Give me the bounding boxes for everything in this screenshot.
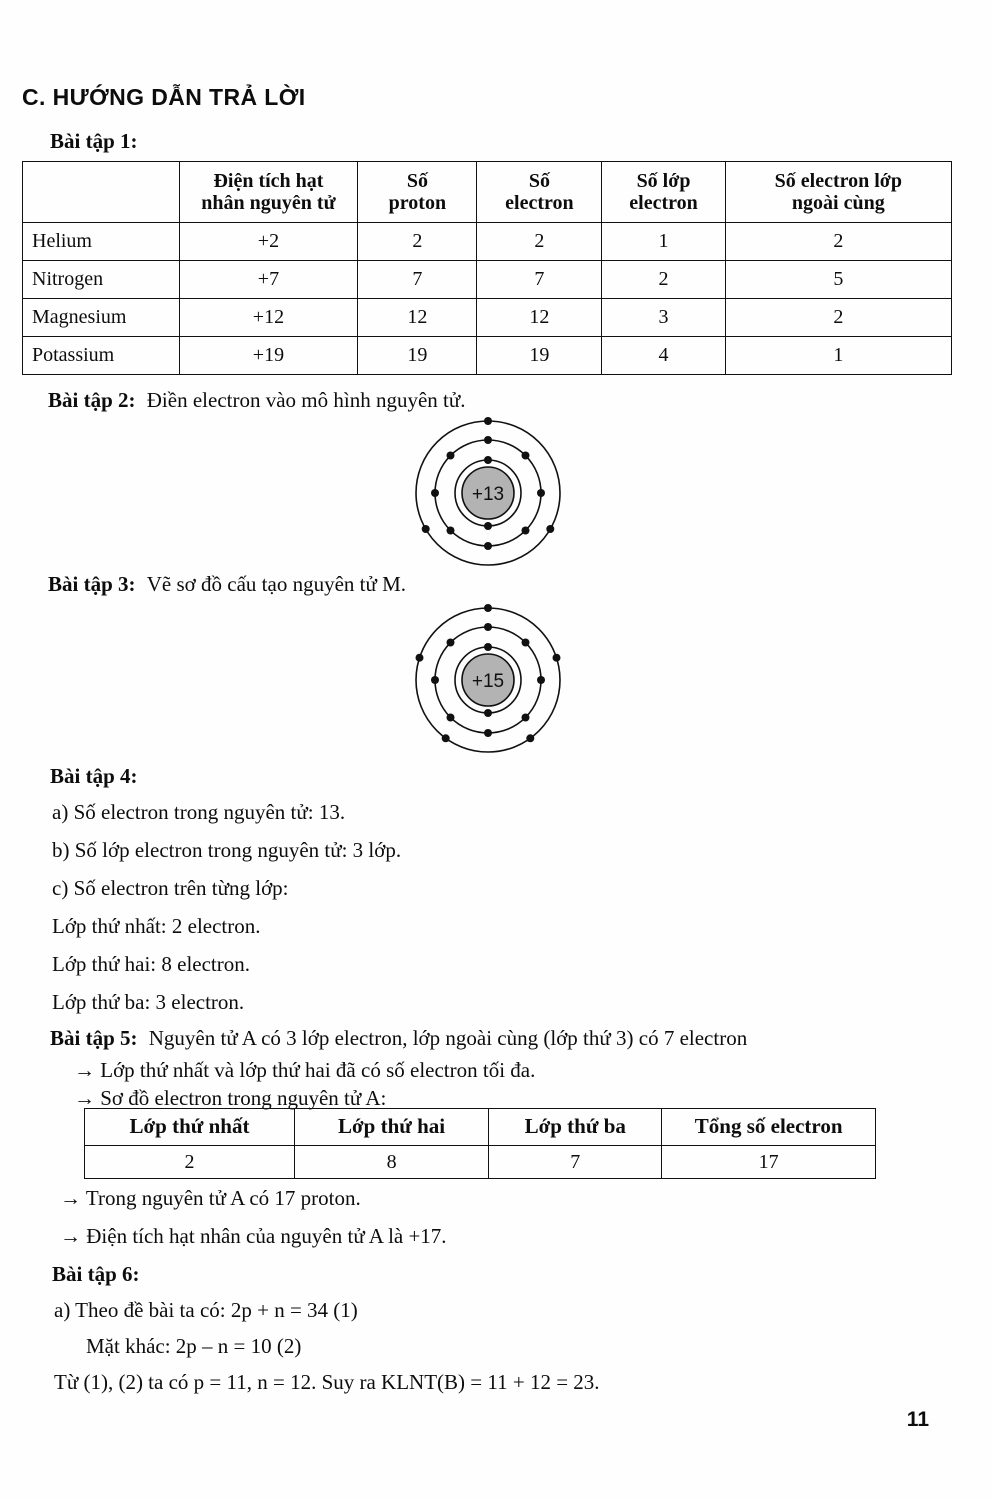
table1-row0-charge: +2 xyxy=(179,223,358,261)
table1-row3-name: Potassium xyxy=(23,337,180,375)
table-row xyxy=(23,261,952,299)
svg-text:+15: +15 xyxy=(471,671,505,692)
table1-row2-electrons: 12 xyxy=(477,299,602,337)
exercise4-line-2: c) Số electron trên từng lớp: xyxy=(52,876,289,900)
table1-header-charge: Điện tích hạt nhân nguyên tử xyxy=(179,162,358,223)
atom-diagram-15 xyxy=(398,600,578,760)
exercise6-label: Bài tập 6: xyxy=(52,1262,140,1286)
exercise5-line-1: → Sơ đồ electron trong nguyên tử A: xyxy=(74,1086,387,1110)
table1-row0-protons: 2 xyxy=(358,223,477,261)
table1-row1-electrons: 7 xyxy=(477,261,602,299)
exercise6-line-0: a) Theo đề bài ta có: 2p + n = 34 (1) xyxy=(54,1298,358,1322)
table-header-row xyxy=(85,1109,876,1146)
table1-header-outer: Số electron lớp ngoài cùng xyxy=(725,162,951,223)
exercise4-line-5: Lớp thứ ba: 3 electron. xyxy=(52,990,245,1014)
exercise4-line-0: a) Số electron trong nguyên tử: 13. xyxy=(52,800,346,824)
exercise5-label: Bài tập 5: xyxy=(50,1026,138,1050)
exercise1-label: Bài tập 1: xyxy=(50,129,138,153)
table1-row2-charge: +12 xyxy=(179,299,358,337)
table1-header-protons: Số proton xyxy=(358,162,477,223)
exercise5-after-line-0: → Trong nguyên tử A có 17 proton. xyxy=(60,1186,361,1210)
exercise5-text: Nguyên tử A có 3 lớp electron, lớp ngoài cùng (lớp thứ 3) có 7 electron xyxy=(148,1026,748,1050)
table2-header-3: Tổng số electron xyxy=(662,1109,876,1146)
table1-row3-electrons: 19 xyxy=(477,337,602,375)
exercise4-label: Bài tập 4: xyxy=(50,764,138,788)
table1-row0-electrons: 2 xyxy=(477,223,602,261)
table1-row1-charge: +7 xyxy=(179,261,358,299)
table1-row0-name: Helium xyxy=(23,223,180,261)
exercise5-line-0: → Lớp thứ nhất và lớp thứ hai đã có số electron tối đa. xyxy=(74,1058,536,1082)
exercise4-line-4: Lớp thứ hai: 8 electron. xyxy=(52,952,251,976)
exercise3-text: Vẽ sơ đồ cấu tạo nguyên tử M. xyxy=(146,572,407,596)
table-row xyxy=(23,337,952,375)
page-number: 11 xyxy=(906,1408,929,1431)
table1-row3-shells: 4 xyxy=(602,337,725,375)
exercise4-line-3: Lớp thứ nhất: 2 electron. xyxy=(52,914,261,938)
exercise6-line-1: Mặt khác: 2p – n = 10 (2) xyxy=(86,1334,302,1358)
exercise2-label: Bài tập 2: xyxy=(48,388,136,412)
table1-row0-outer: 2 xyxy=(725,223,951,261)
table2-header-2: Lớp thứ ba xyxy=(489,1109,662,1146)
table-row xyxy=(85,1146,876,1179)
table2-header-0: Lớp thứ nhất xyxy=(85,1109,295,1146)
table2-header-1: Lớp thứ hai xyxy=(294,1109,488,1146)
exercise1-table xyxy=(22,161,952,375)
table2-value-0: 2 xyxy=(85,1146,295,1179)
table1-row1-name: Nitrogen xyxy=(23,261,180,299)
exercise4-line-1: b) Số lớp electron trong nguyên tử: 3 lớp. xyxy=(52,838,402,862)
table1-row2-protons: 12 xyxy=(358,299,477,337)
svg-text:+13: +13 xyxy=(471,484,505,505)
table-row xyxy=(23,223,952,261)
table1-row1-protons: 7 xyxy=(358,261,477,299)
table1-header-blank xyxy=(23,162,180,223)
exercise2-line xyxy=(48,388,466,412)
table1-row2-shells: 3 xyxy=(602,299,725,337)
exercise6-line-2: Từ (1), (2) ta có p = 11, n = 12. Suy ra KLNT(B) = 11 + 12 = 23. xyxy=(54,1370,600,1394)
table1-row0-shells: 1 xyxy=(602,223,725,261)
table1-header-shells: Số lớp electron xyxy=(602,162,725,223)
table2-value-2: 7 xyxy=(489,1146,662,1179)
table2-value-3: 17 xyxy=(662,1146,876,1179)
table1-row3-outer: 1 xyxy=(725,337,951,375)
table1-row2-outer: 2 xyxy=(725,299,951,337)
exercise2-text: Điền electron vào mô hình nguyên tử. xyxy=(146,388,466,412)
section-heading: C. HƯỚNG DẪN TRẢ LỜI xyxy=(22,84,306,110)
table1-row3-charge: +19 xyxy=(179,337,358,375)
exercise5-table xyxy=(84,1108,876,1179)
exercise5-line xyxy=(50,1026,747,1050)
exercise5-after-line-1: → Điện tích hạt nhân của nguyên tử A là +17. xyxy=(60,1224,447,1248)
exercise3-label: Bài tập 3: xyxy=(48,572,136,596)
table1-row2-name: Magnesium xyxy=(23,299,180,337)
table2-value-1: 8 xyxy=(294,1146,488,1179)
table-row xyxy=(23,299,952,337)
table1-header-electrons: Số electron xyxy=(477,162,602,223)
atom-diagram-13 xyxy=(398,413,578,573)
table1-row1-shells: 2 xyxy=(602,261,725,299)
exercise3-line xyxy=(48,572,406,596)
table1-row1-outer: 5 xyxy=(725,261,951,299)
table1-row3-protons: 19 xyxy=(358,337,477,375)
table-header-row xyxy=(23,162,952,223)
